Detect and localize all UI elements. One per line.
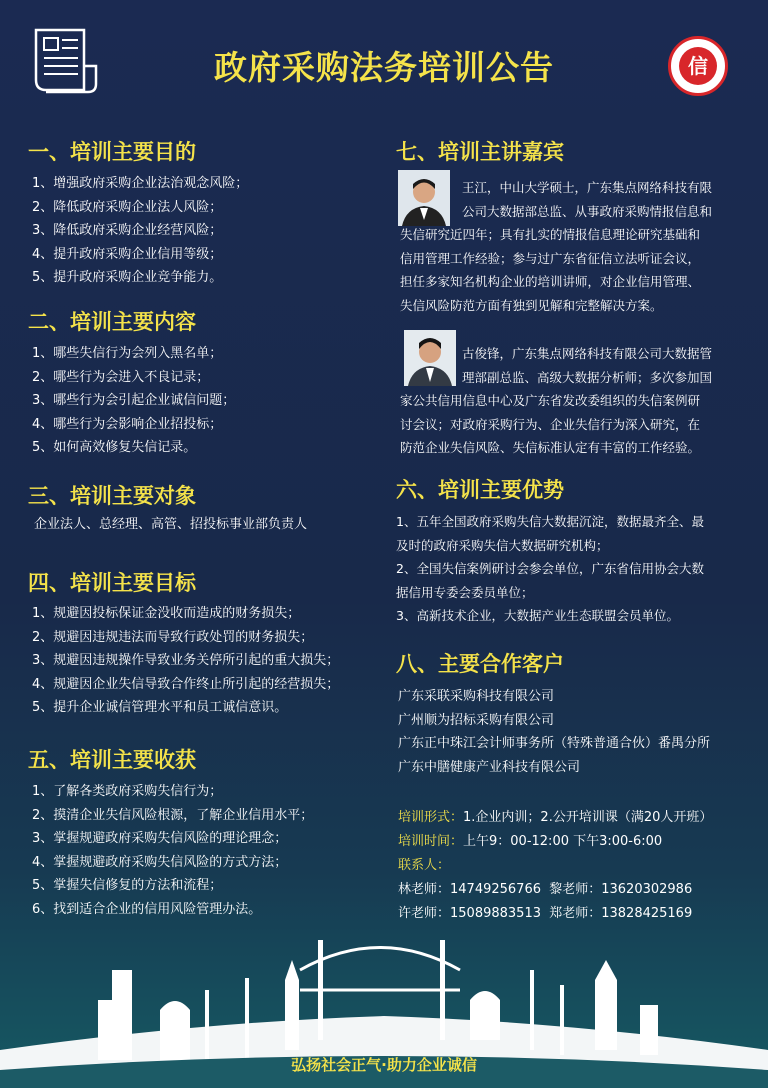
section-7-title: 七、培训主讲嘉宾 [396, 140, 564, 164]
list-item: 3、规避因违规操作导致业务关停所引起的重大损失； [32, 653, 340, 668]
training-form: 培训形式：1.企业内训；2.公开培训课（满20人开班） [398, 810, 713, 825]
credit-seal-logo [668, 36, 728, 96]
list-item: 广东采联采购科技有限公司 [398, 689, 555, 704]
section-5-title: 五、培训主要收获 [28, 748, 196, 772]
section-4-title: 四、培训主要目标 [28, 571, 196, 595]
list-item: 2、规避因违规违法而导致行政处罚的财务损失； [32, 629, 314, 645]
section-1-list [32, 172, 248, 290]
training-time: 培训时间：上午9：00-12:00 下午3:00-6:00 [398, 834, 663, 849]
logo-mark: 信 [679, 47, 717, 85]
contact-line: 林老师：14749256766 黎老师：13620302986 [398, 882, 693, 897]
section-6-text: 1、五年全国政府采购失信大数据沉淀，数据最齐全、最 及时的政府采购失信大数据研究机构； 2、全国失信案例研讨会参会单位，广东省信用协会大数 据信用专委会委员单位； 3、高新技术企业，大数据产业生态联盟会员单位。 [396, 514, 704, 623]
list-item: 5、如何高效修复失信记录。 [32, 440, 197, 455]
list-item: 2、降低政府采购企业法人风险； [32, 199, 223, 215]
list-item: 5、掌握失信修复的方法和流程； [32, 878, 223, 893]
list-item: 4、掌握规避政府采购失信风险的方式方法； [32, 854, 288, 870]
section-6-title: 六、培训主要优势 [396, 478, 564, 502]
list-item: 3、降低政府采购企业经营风险； [32, 223, 223, 238]
list-item: 1、了解各类政府采购失信行为； [32, 784, 223, 799]
section-2-title: 二、培训主要内容 [28, 310, 196, 334]
contact-line: 许老师：15089883513 郑老师：13828425169 [398, 906, 693, 921]
list-item: 1、增强政府采购企业法治观念风险； [32, 176, 249, 191]
list-item: 4、哪些行为会影响企业招投标； [32, 416, 223, 432]
contact-label: 联系人： [398, 858, 451, 873]
section-3-title: 三、培训主要对象 [28, 484, 196, 508]
list-item: 2、哪些行为会进入不良记录； [32, 369, 210, 385]
list-item: 5、提升政府采购企业竞争能力。 [32, 270, 223, 285]
list-item: 2、摸清企业失信风险根源，了解企业信用水平； [32, 807, 314, 823]
list-item: 广东正中珠江会计师事务所（特殊普通合伙）番禺分所 [398, 736, 711, 751]
list-item: 3、哪些行为会引起企业诚信问题； [32, 393, 236, 408]
guest-2-bio: 古俊锋，广东集点网络科技有限公司大数据管 理部副总监、高级大数据分析师；多次参加国 家公共信用信息中心及广东省发改委组织的失信案例研 讨会议；对政府采购行为、企业失信行为深入研究，在 防范企业失信风险、失信标准认定有丰富的工作经验。 [400, 346, 713, 455]
list-item: 广州顺为招标采购有限公司 [398, 712, 555, 728]
section-8-list [398, 685, 710, 779]
footer-slogan: 弘扬社会正气·助力企业诚信 [291, 1056, 477, 1074]
guest-1-bio: 王江，中山大学硕士，广东集点网络科技有限 公司大数据部总监、从事政府采购情报信息和 失信研究近四年；具有扎实的情报信息理论研究基础和 信用管理工作经验；参与过广东省征信立法听证会议， 担任多家知名机构企业的培训讲师，对企业信用管理、 失信风险防范方面有独到见解和完整解决方案。 [400, 180, 713, 313]
section-5-list [32, 780, 313, 921]
section-1-title: 一、培训主要目的 [28, 140, 196, 164]
list-item: 1、哪些失信行为会列入黑名单； [32, 346, 223, 361]
list-item: 1、规避因投标保证金没收而造成的财务损失； [32, 606, 301, 621]
section-8-title: 八、主要合作客户 [396, 652, 564, 676]
list-item: 6、找到适合企业的信用风险管理办法。 [32, 901, 262, 917]
section-4-list [32, 602, 339, 720]
section-3-text: 企业法人、总经理、高管、招投标事业部负责人 [34, 517, 308, 532]
page-title: 政府采购法务培训公告 [214, 48, 554, 87]
list-item: 5、提升企业诚信管理水平和员工诚信意识。 [32, 700, 288, 715]
list-item: 4、规避因企业失信导致合作终止所引起的经营损失； [32, 676, 340, 692]
section-2-list [32, 342, 235, 460]
list-item: 3、掌握规避政府采购失信风险的理论理念； [32, 831, 288, 846]
list-item: 4、提升政府采购企业信用等级； [32, 246, 223, 262]
list-item: 广东中膳健康产业科技有限公司 [398, 759, 581, 775]
